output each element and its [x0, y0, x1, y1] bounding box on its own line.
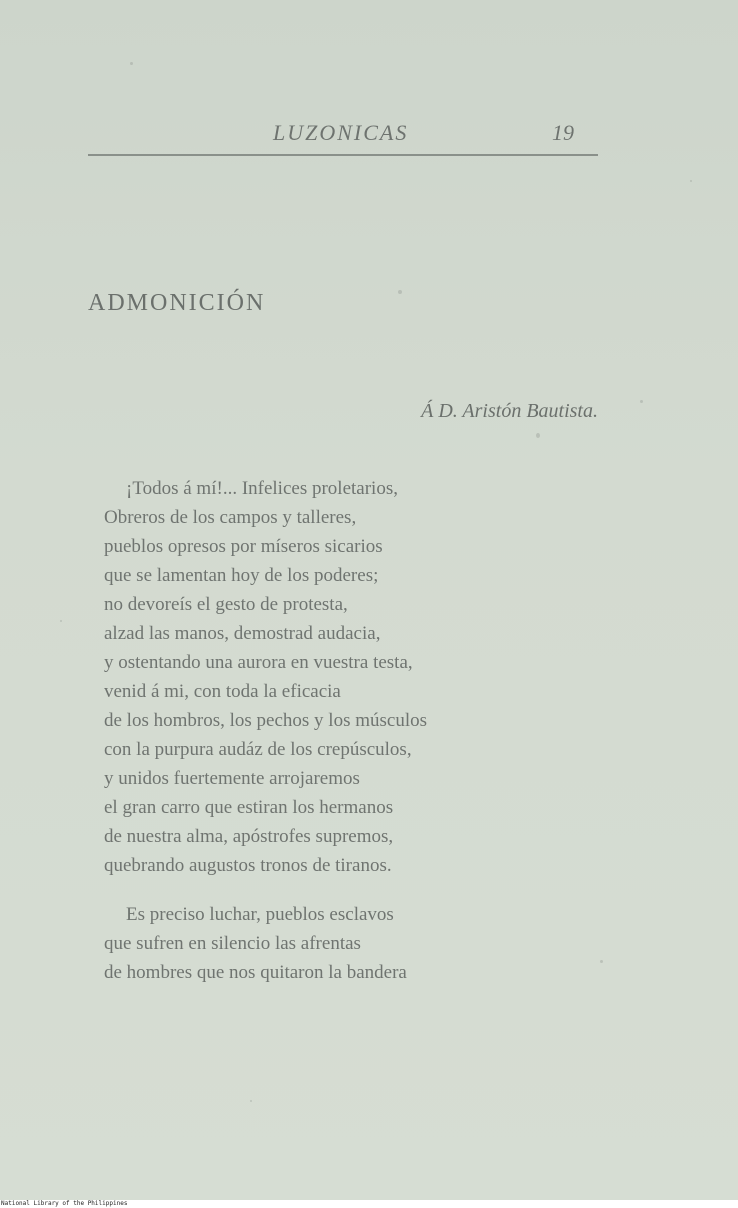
- stanza-2: [104, 900, 407, 987]
- poem-line: Es preciso luchar, pueblos esclavos: [126, 904, 394, 925]
- library-credit: National Library of the Philippines: [0, 1200, 738, 1208]
- poem-line: de hombres que nos quitaron la bandera: [104, 962, 407, 983]
- poem-dedication: Á D. Aristón Bautista.: [421, 400, 598, 422]
- poem-line: con la purpura audáz de los crepúsculos,: [104, 739, 412, 760]
- poem-line: el gran carro que estiran los hermanos: [104, 797, 394, 818]
- poem-line: ¡Todos á mí!... Infelices proletarios,: [126, 478, 398, 499]
- poem-line: que sufren en silencio las afrentas: [104, 933, 361, 954]
- paper-speck: [398, 290, 402, 294]
- paper-speck: [60, 620, 62, 622]
- poem-line: de los hombros, los pechos y los músculos: [104, 710, 427, 731]
- paper-speck: [600, 960, 603, 963]
- paper-speck: [640, 400, 643, 403]
- poem-line: venid á mi, con toda la eficacia: [104, 681, 341, 702]
- poem-line: quebrando augustos tronos de tiranos.: [104, 855, 392, 876]
- paper-speck: [250, 1100, 252, 1102]
- running-title: LUZONICAS: [273, 120, 409, 145]
- page-number: 19: [552, 120, 574, 145]
- poem-title: ADMONICIÓN: [88, 290, 266, 316]
- stanza-1: [104, 474, 427, 880]
- poem-line: que se lamentan hoy de los poderes;: [104, 565, 379, 586]
- poem-line: Obreros de los campos y talleres,: [104, 507, 357, 528]
- poem-line: de nuestra alma, apóstrofes supremos,: [104, 826, 394, 847]
- running-header: [88, 118, 598, 156]
- paper-speck: [536, 433, 540, 438]
- paper-speck: [690, 180, 692, 182]
- poem-line: no devoreís el gesto de protesta,: [104, 594, 348, 615]
- poem-line: pueblos opresos por míseros sicarios: [104, 536, 383, 557]
- paper-speck: [130, 62, 133, 65]
- poem-line: y unidos fuertemente arrojaremos: [104, 768, 360, 789]
- poem-line: alzad las manos, demostrad audacia,: [104, 623, 381, 644]
- poem-line: y ostentando una aurora en vuestra testa,: [104, 652, 413, 673]
